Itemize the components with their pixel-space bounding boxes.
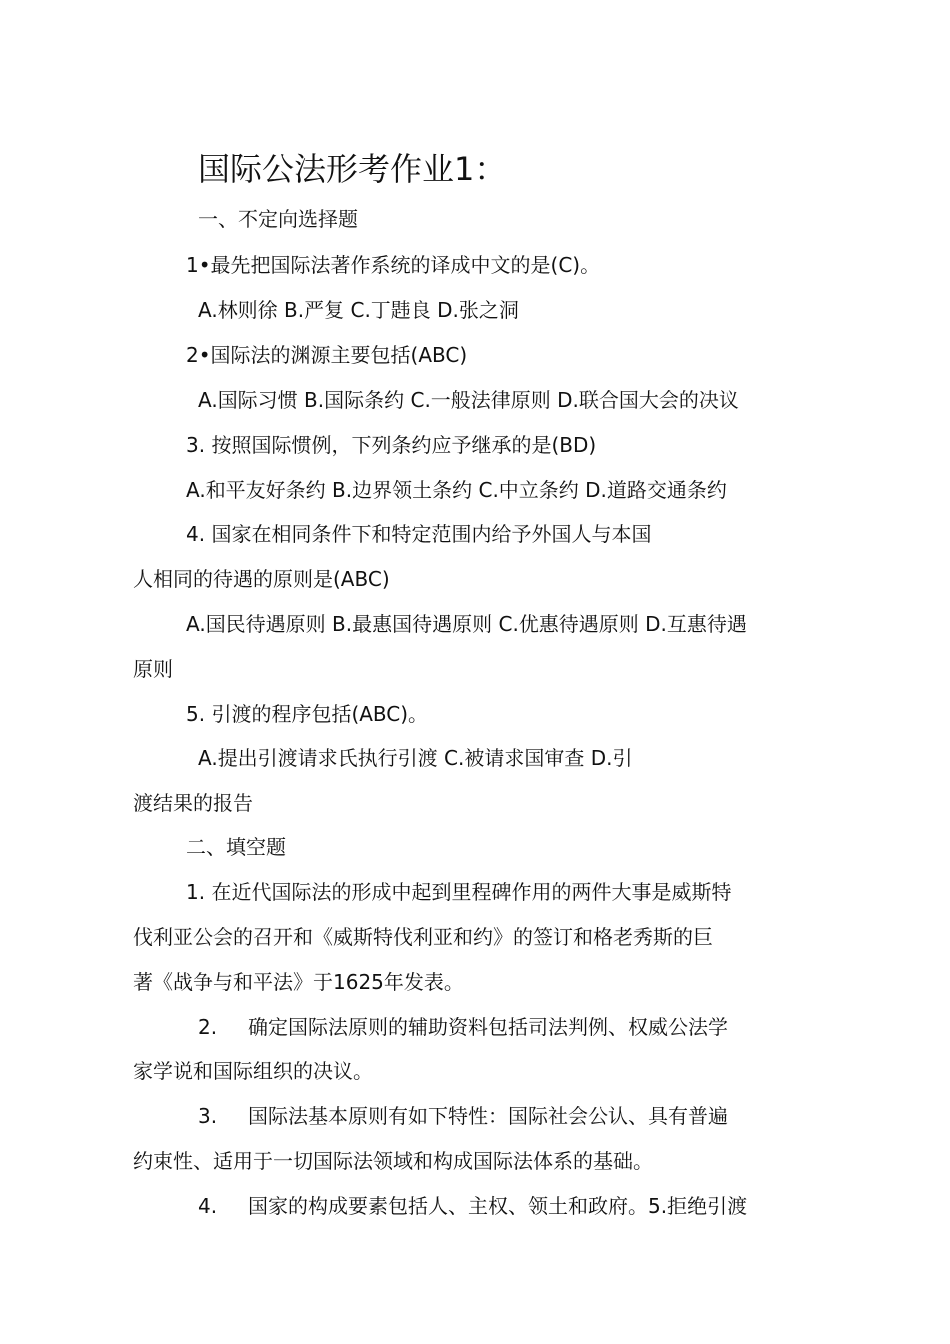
q5-text: 5. 引渡的程序包括(ABC)。 [186,702,429,726]
q4-options-line1: A.国民待遇原则 B.最惠国待遇原则 C.优惠待遇原则 D.互惠待遇 [186,612,747,636]
q5-options-line2: 渡结果的报告 [133,791,253,815]
document-title: 国际公法形考作业1： [198,150,507,188]
q5-options-line1: A.提出引渡请求氏执行引渡 C.被请求国审查 D.引 [198,746,633,770]
fill-item1-line1: 1. 在近代国际法的形成中起到里程碑作用的两件大事是威斯特 [186,880,732,904]
fill-item3-number: 3. [198,1104,218,1128]
fill-item2-line1: 确定国际法原则的辅助资料包括司法判例、权威公法学 [248,1015,728,1039]
fill-item1-line2: 伐利亚公会的召开和《威斯特伐利亚和约》的签订和格老秀斯的巨 [133,925,713,949]
q2-options: A.国际习惯 B.国际条约 C.一般法律原则 D.联合国大会的决议 [198,388,739,412]
q1-options: A.林则徐 B.严复 C.丁韪良 D.张之洞 [198,298,519,322]
section1-heading: 一、不定向选择题 [198,207,358,231]
q4-options-line2: 原则 [133,657,173,681]
fill-item3-line1: 国际法基本原则有如下特性：国际社会公认、具有普遍 [248,1104,728,1128]
fill-item2-line2: 家学说和国际组织的决议。 [133,1059,373,1083]
q3-text: 3. 按照国际惯例，下列条约应予继承的是(BD) [186,433,597,457]
q4-text-line2: 人相同的待遇的原则是(ABC) [133,567,390,591]
q2-text: 2•国际法的渊源主要包括(ABC) [186,343,468,367]
section2-heading: 二、填空题 [186,835,286,859]
fill-item4-number: 4. [198,1194,218,1218]
fill-item3-line2: 约束性、适用于一切国际法领域和构成国际法体系的基础。 [133,1149,653,1173]
fill-item4-line1: 国家的构成要素包括人、主权、领土和政府。5.拒绝引渡 [248,1194,748,1218]
q1-text: 1•最先把国际法著作系统的译成中文的是(C)。 [186,253,601,277]
fill-item1-line3: 著《战争与和平法》于1625年发表。 [133,970,464,994]
q4-text-line1: 4. 国家在相同条件下和特定范围内给予外国人与本国 [186,522,652,546]
q3-options: A.和平友好条约 B.边界领土条约 C.中立条约 D.道路交通条约 [186,478,727,502]
fill-item2-number: 2. [198,1015,218,1039]
